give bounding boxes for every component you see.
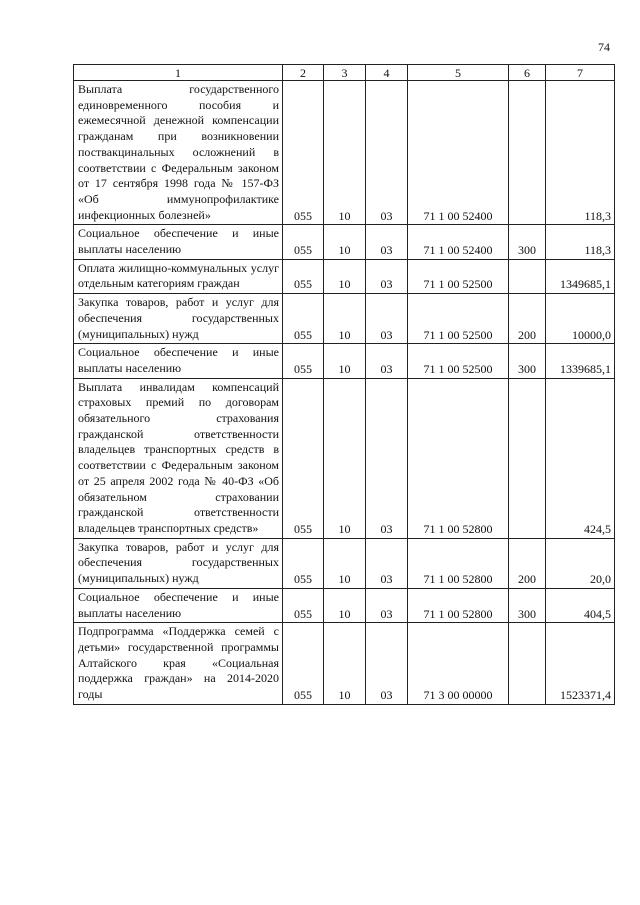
row-expense-type: 200 bbox=[509, 538, 546, 588]
table-row bbox=[74, 588, 615, 622]
row-subsection-code: 03 bbox=[366, 344, 408, 378]
header-col-3: 3 bbox=[324, 65, 366, 81]
row-target-code: 71 3 00 00000 bbox=[408, 623, 509, 705]
row-amount: 10000,0 bbox=[546, 294, 615, 344]
row-name: Закупка товаров, работ и услуг для обеспечения государственных (муниципальных) нужд bbox=[74, 538, 283, 588]
row-expense-type bbox=[509, 378, 546, 538]
header-col-6: 6 bbox=[509, 65, 546, 81]
row-subsection-code: 03 bbox=[366, 225, 408, 259]
row-expense-type bbox=[509, 81, 546, 225]
row-section-code: 10 bbox=[324, 225, 366, 259]
table-row bbox=[74, 294, 615, 344]
row-expense-type: 300 bbox=[509, 225, 546, 259]
row-amount: 118,3 bbox=[546, 81, 615, 225]
row-subsection-code: 03 bbox=[366, 294, 408, 344]
header-col-1: 1 bbox=[74, 65, 283, 81]
table-row bbox=[74, 344, 615, 378]
row-section-code: 10 bbox=[324, 344, 366, 378]
table-row bbox=[74, 81, 615, 225]
row-amount: 404,5 bbox=[546, 588, 615, 622]
row-subsection-code: 03 bbox=[366, 81, 408, 225]
row-amount: 118,3 bbox=[546, 225, 615, 259]
table-row bbox=[74, 538, 615, 588]
row-ministry-code: 055 bbox=[283, 81, 324, 225]
header-col-7: 7 bbox=[546, 65, 615, 81]
row-subsection-code: 03 bbox=[366, 538, 408, 588]
row-amount: 1523371,4 bbox=[546, 623, 615, 705]
row-target-code: 71 1 00 52800 bbox=[408, 378, 509, 538]
table-row bbox=[74, 378, 615, 538]
row-amount: 1349685,1 bbox=[546, 259, 615, 293]
row-amount: 20,0 bbox=[546, 538, 615, 588]
row-name: Подпрограмма «Поддержка семей с детьми» государственной программы Алтайского края «Социальная поддержка граждан» на 2014-2020 годы bbox=[74, 623, 283, 705]
row-expense-type: 300 bbox=[509, 344, 546, 378]
row-expense-type bbox=[509, 259, 546, 293]
row-section-code: 10 bbox=[324, 588, 366, 622]
row-name: Оплата жилищно-коммунальных услуг отдельным категориям граждан bbox=[74, 259, 283, 293]
row-amount: 1339685,1 bbox=[546, 344, 615, 378]
row-target-code: 71 1 00 52500 bbox=[408, 294, 509, 344]
page-number: 74 bbox=[598, 40, 610, 54]
row-section-code: 10 bbox=[324, 259, 366, 293]
row-ministry-code: 055 bbox=[283, 588, 324, 622]
table-row bbox=[74, 623, 615, 705]
row-name: Социальное обеспечение и иные выплаты населению bbox=[74, 344, 283, 378]
row-ministry-code: 055 bbox=[283, 344, 324, 378]
table-header bbox=[74, 65, 615, 81]
row-name: Выплата государственного единовременного пособия и ежемесячной денежной компенсации гражданам при возникновении поствакцинальных осложнений в соответствии с Федеральным законом от 17 сентября 1998 года № 157-ФЗ «Об иммунопрофилактике инфекционных болезней» bbox=[74, 81, 283, 225]
row-section-code: 10 bbox=[324, 378, 366, 538]
table-body bbox=[74, 81, 615, 705]
row-target-code: 71 1 00 52800 bbox=[408, 538, 509, 588]
row-target-code: 71 1 00 52800 bbox=[408, 588, 509, 622]
row-expense-type bbox=[509, 623, 546, 705]
row-subsection-code: 03 bbox=[366, 259, 408, 293]
row-amount: 424,5 bbox=[546, 378, 615, 538]
header-col-5: 5 bbox=[408, 65, 509, 81]
row-target-code: 71 1 00 52400 bbox=[408, 225, 509, 259]
row-subsection-code: 03 bbox=[366, 378, 408, 538]
row-target-code: 71 1 00 52500 bbox=[408, 344, 509, 378]
row-name: Выплата инвалидам компенсаций страховых премий по договорам обязательного страхования гражданской ответственности владельцев транспортных средств в соответствии с Федеральным законом от 25 апреля 2002 года № 40-ФЗ «Об обязательном страховании гражданской ответственности владельцев транспортных средств» bbox=[74, 378, 283, 538]
header-col-2: 2 bbox=[283, 65, 324, 81]
row-ministry-code: 055 bbox=[283, 378, 324, 538]
row-ministry-code: 055 bbox=[283, 259, 324, 293]
row-ministry-code: 055 bbox=[283, 623, 324, 705]
row-expense-type: 200 bbox=[509, 294, 546, 344]
row-ministry-code: 055 bbox=[283, 225, 324, 259]
row-target-code: 71 1 00 52500 bbox=[408, 259, 509, 293]
row-name: Закупка товаров, работ и услуг для обеспечения государственных (муниципальных) нужд bbox=[74, 294, 283, 344]
budget-table bbox=[73, 64, 615, 705]
row-ministry-code: 055 bbox=[283, 294, 324, 344]
row-subsection-code: 03 bbox=[366, 588, 408, 622]
row-section-code: 10 bbox=[324, 81, 366, 225]
table-row bbox=[74, 259, 615, 293]
header-row bbox=[74, 65, 615, 81]
table-row bbox=[74, 225, 615, 259]
row-expense-type: 300 bbox=[509, 588, 546, 622]
row-name: Социальное обеспечение и иные выплаты населению bbox=[74, 225, 283, 259]
row-section-code: 10 bbox=[324, 623, 366, 705]
row-ministry-code: 055 bbox=[283, 538, 324, 588]
row-section-code: 10 bbox=[324, 294, 366, 344]
row-subsection-code: 03 bbox=[366, 623, 408, 705]
header-col-4: 4 bbox=[366, 65, 408, 81]
row-section-code: 10 bbox=[324, 538, 366, 588]
row-target-code: 71 1 00 52400 bbox=[408, 81, 509, 225]
row-name: Социальное обеспечение и иные выплаты населению bbox=[74, 588, 283, 622]
